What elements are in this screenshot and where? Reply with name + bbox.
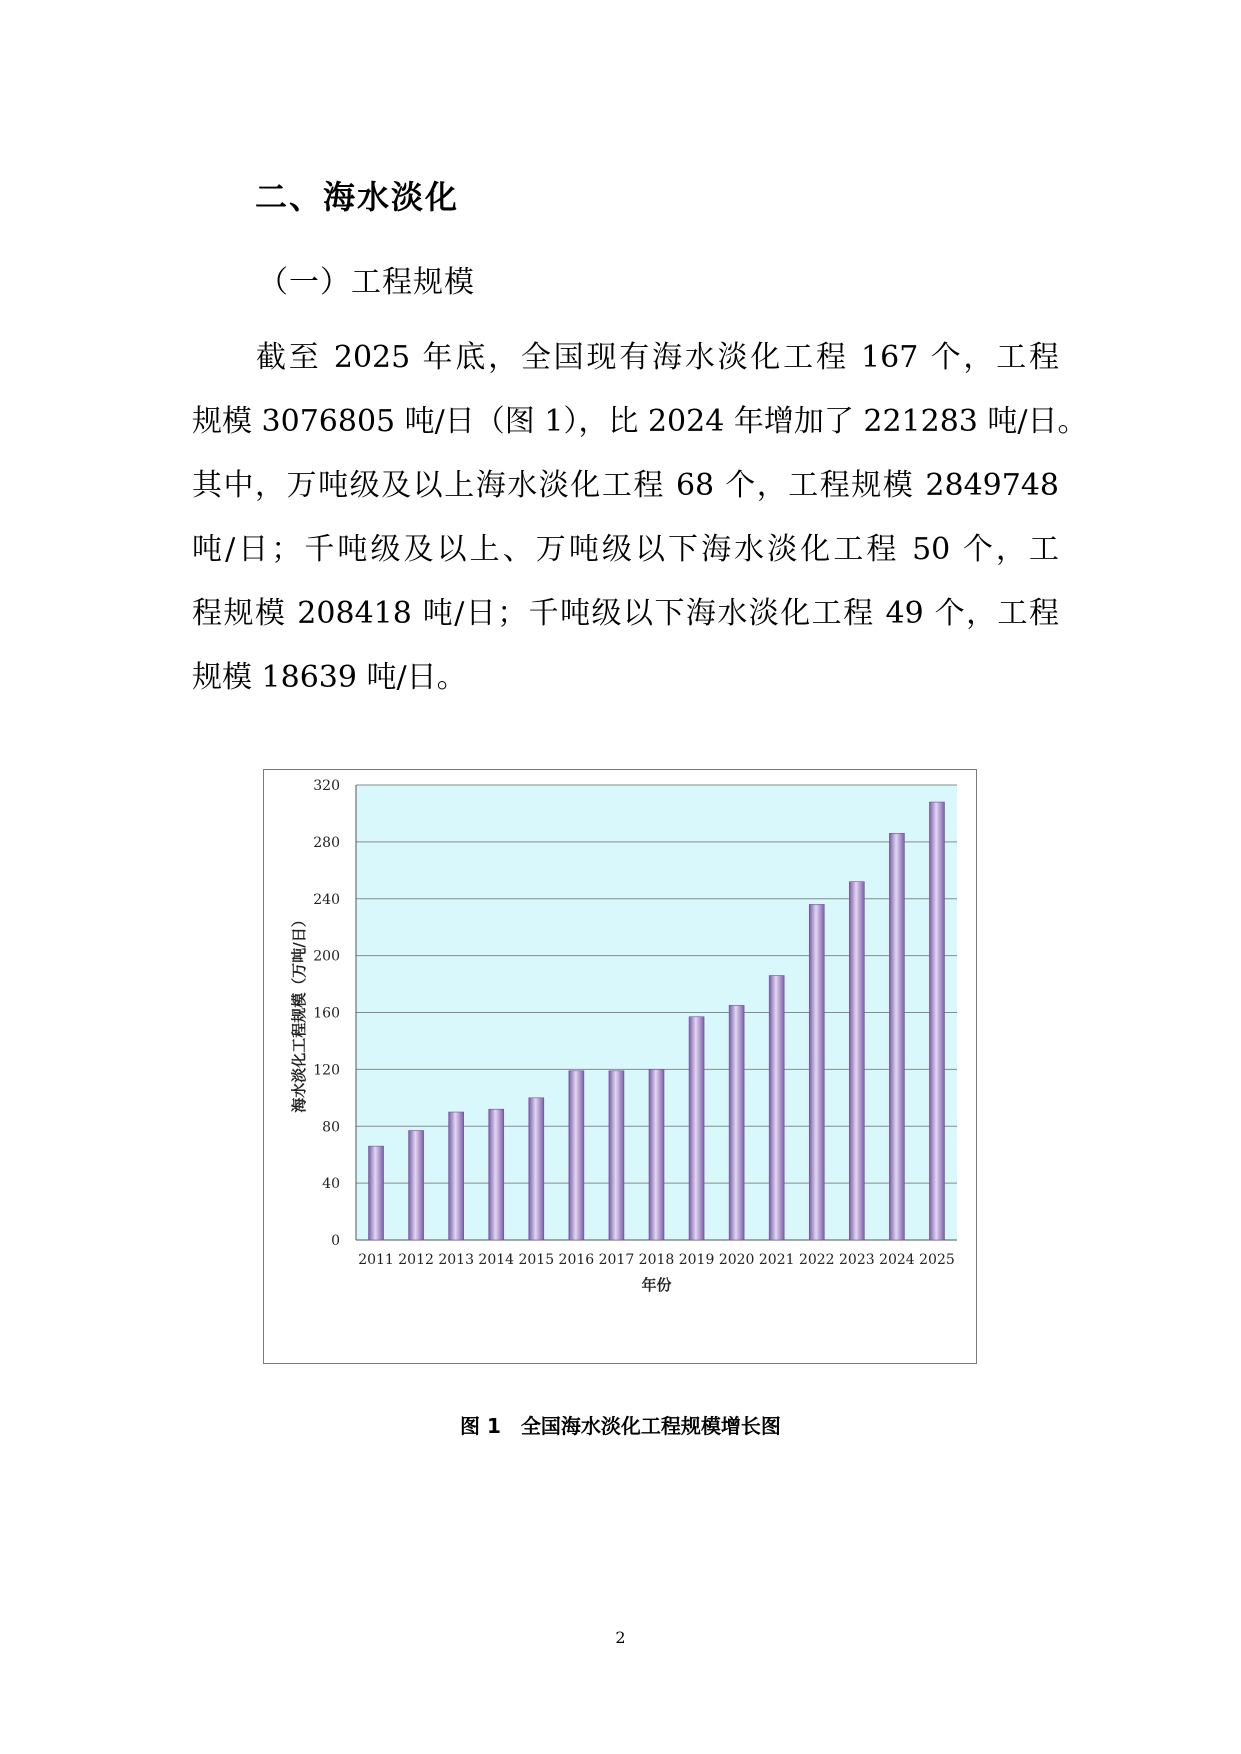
x-tick-label: 2024	[879, 1252, 915, 1268]
x-axis-title: 年份	[641, 1276, 672, 1294]
bar-2024	[889, 833, 904, 1240]
bar-2016	[569, 1071, 584, 1240]
bar-chart	[264, 770, 978, 1365]
subsection-heading: （一）工程规模	[258, 265, 475, 300]
x-tick-label: 2021	[758, 1252, 795, 1268]
bar-2015	[529, 1098, 544, 1240]
x-tick-label: 2022	[798, 1252, 835, 1268]
y-tick-label: 240	[313, 891, 340, 908]
paragraph-line: 截至 2025 年底，全国现有海水淡化工程 167 个，工程	[256, 340, 1059, 375]
x-tick-label: 2015	[518, 1252, 555, 1268]
body-paragraph	[192, 326, 1088, 710]
bar-2011	[369, 1146, 384, 1240]
bar-2014	[489, 1109, 504, 1240]
y-tick-label: 160	[313, 1005, 340, 1022]
y-axis-title: 海水淡化工程规模（万吨/日）	[290, 912, 308, 1113]
paragraph-line: 吨/日；千吨级及以上、万吨级以下海水淡化工程 50 个，工	[192, 532, 1059, 567]
bar-2021	[769, 976, 784, 1240]
y-tick-label: 320	[313, 778, 340, 794]
bar-2020	[729, 1005, 744, 1240]
y-tick-label: 0	[331, 1233, 340, 1249]
x-tick-label: 2016	[558, 1252, 595, 1268]
bar-2025	[929, 802, 944, 1240]
figure-caption: 图 1 全国海水淡化工程规模增长图	[460, 1414, 781, 1438]
x-tick-label: 2014	[478, 1252, 515, 1268]
bar-2017	[609, 1071, 624, 1240]
x-tick-label: 2023	[839, 1252, 875, 1268]
y-tick-label: 200	[313, 948, 340, 965]
x-tick-label: 2020	[718, 1252, 755, 1268]
x-tick-label: 2012	[398, 1252, 434, 1268]
x-tick-label: 2011	[358, 1252, 394, 1268]
y-tick-label: 80	[322, 1119, 340, 1136]
page-number: 2	[615, 1628, 626, 1647]
bar-2018	[649, 1069, 664, 1240]
bar-2022	[809, 904, 824, 1240]
x-tick-label: 2019	[678, 1252, 715, 1268]
y-tick-label: 40	[322, 1176, 340, 1193]
paragraph-line: 规模 3076805 吨/日（图 1），比 2024 年增加了 221283 吨/日。	[192, 404, 1088, 439]
x-tick-label: 2018	[638, 1252, 675, 1268]
bar-2013	[449, 1112, 464, 1240]
paragraph-line: 规模 18639 吨/日。	[192, 660, 467, 695]
bar-2019	[689, 1017, 704, 1240]
paragraph-line: 其中，万吨级及以上海水淡化工程 68 个，工程规模 2849748	[192, 468, 1059, 503]
x-tick-label: 2013	[438, 1252, 474, 1268]
bar-2023	[849, 882, 864, 1240]
y-tick-label: 120	[313, 1062, 340, 1079]
x-tick-label: 2017	[598, 1252, 635, 1268]
section-heading: 二、海水淡化	[255, 178, 460, 216]
y-tick-label: 280	[313, 834, 340, 851]
bar-2012	[409, 1131, 424, 1240]
paragraph-line: 程规模 208418 吨/日；千吨级以下海水淡化工程 49 个，工程	[192, 596, 1059, 631]
chart-frame	[263, 769, 977, 1364]
x-tick-label: 2025	[919, 1252, 955, 1268]
